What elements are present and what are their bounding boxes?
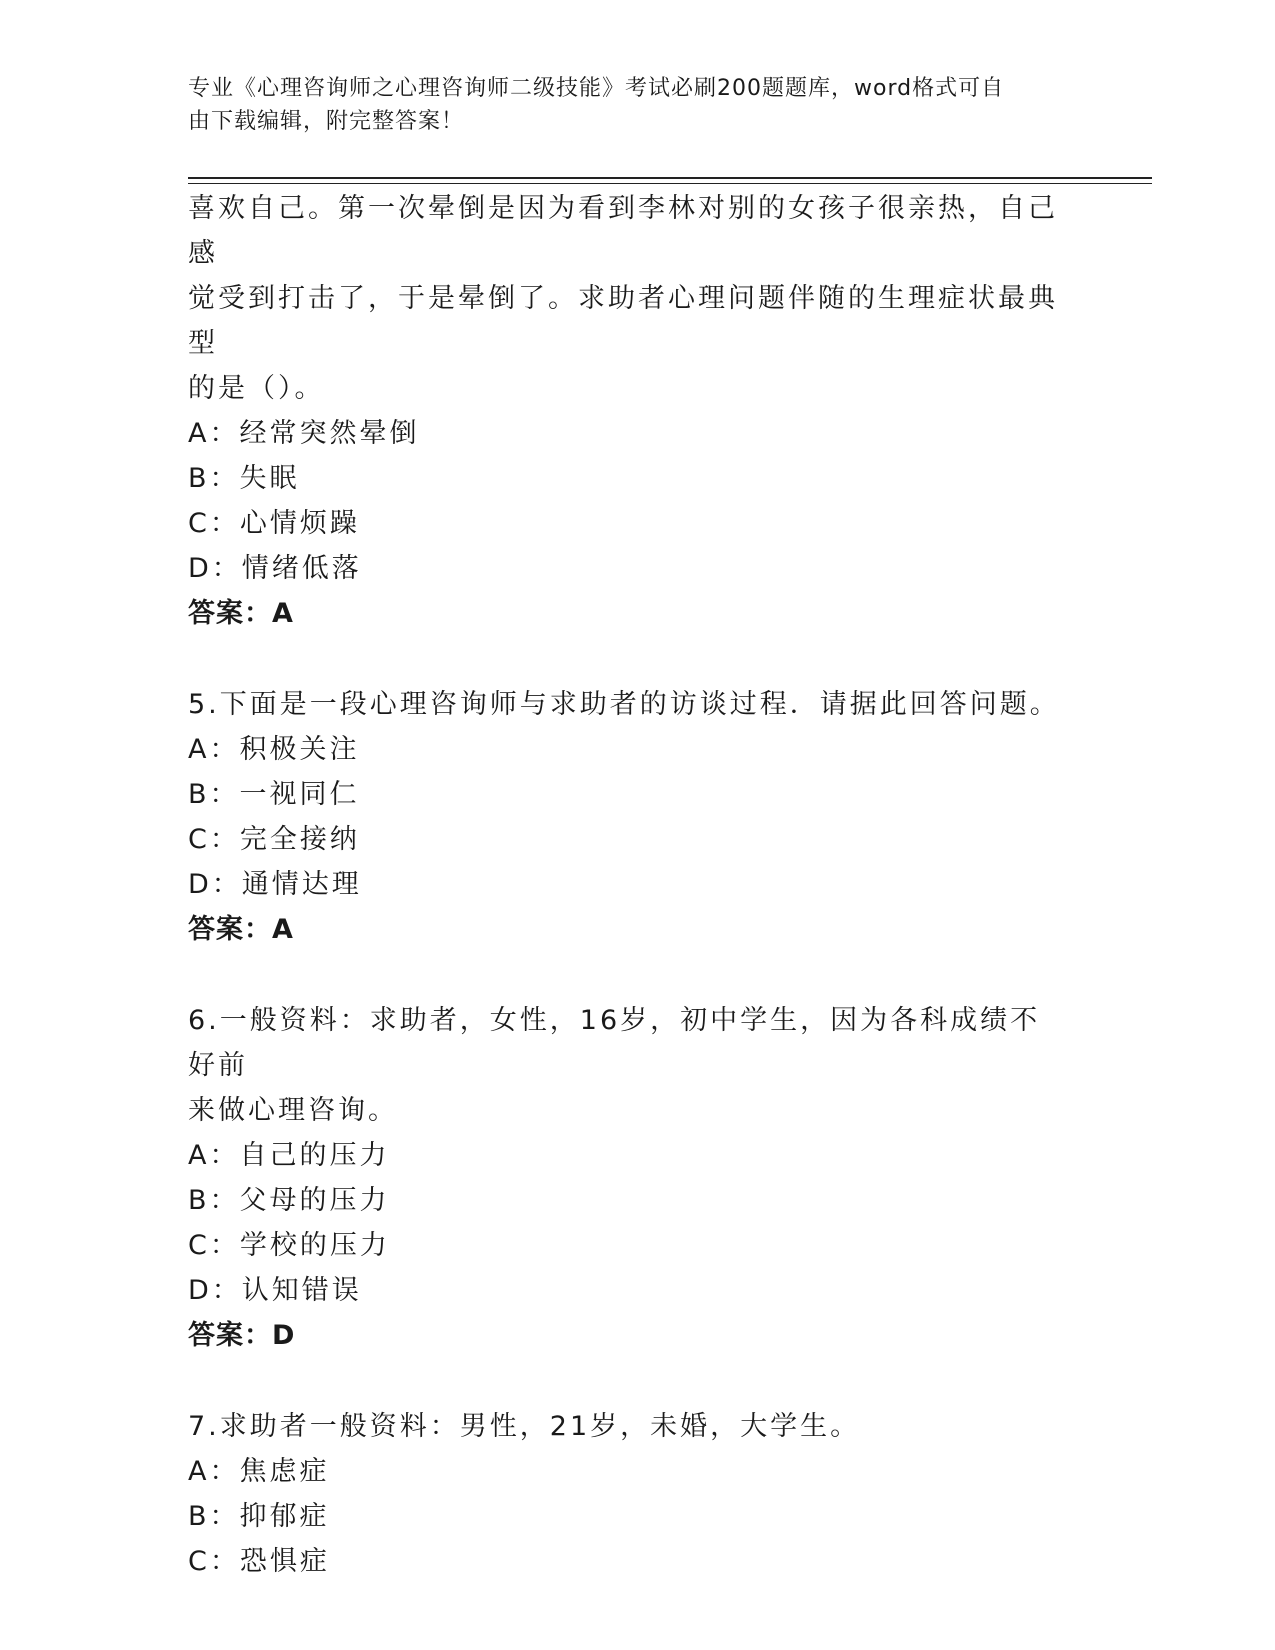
answer: 答案：A xyxy=(188,598,294,629)
document-header xyxy=(188,72,1068,138)
question-stem-line: 的是（）。 xyxy=(188,373,325,404)
option-b: B：父母的压力 xyxy=(188,1185,390,1216)
question-stem-line: 喜欢自己。第一次晕倒是因为看到李林对别的女孩子很亲热，自己感 xyxy=(188,193,1058,269)
header-line-1: 专业《心理咨询师之心理咨询师二级技能》考试必刷200题题库，word格式可自 xyxy=(188,76,1005,101)
question-stem-line: 6.一般资料：求助者，女性，16岁，初中学生，因为各科成绩不好前 xyxy=(188,1005,1041,1081)
question-5 xyxy=(188,682,1068,952)
question-stem-line: 7.求助者一般资料：男性，21岁，未婚，大学生。 xyxy=(188,1411,861,1442)
option-c: C：心情烦躁 xyxy=(188,508,360,539)
option-b: B：失眠 xyxy=(188,463,300,494)
option-c: C：恐惧症 xyxy=(188,1546,330,1577)
option-a: A：焦虑症 xyxy=(188,1456,330,1487)
question-6 xyxy=(188,998,1068,1358)
option-b: B：抑郁症 xyxy=(188,1501,330,1532)
option-b: B：一视同仁 xyxy=(188,779,360,810)
answer: 答案：D xyxy=(188,1320,296,1351)
header-rule-thin xyxy=(188,183,1152,184)
question-stem-line: 觉受到打击了，于是晕倒了。求助者心理问题伴随的生理症状最典型 xyxy=(188,283,1058,359)
header-rule-thick xyxy=(188,177,1152,179)
question-list xyxy=(188,186,1068,1584)
answer: 答案：A xyxy=(188,914,294,945)
option-a: A：自己的压力 xyxy=(188,1140,390,1171)
question-4 xyxy=(188,186,1068,636)
option-a: A：经常突然晕倒 xyxy=(188,418,420,449)
option-c: C：学校的压力 xyxy=(188,1230,390,1261)
option-d: D：情绪低落 xyxy=(188,553,362,584)
option-d: D：认知错误 xyxy=(188,1275,362,1306)
option-a: A：积极关注 xyxy=(188,734,360,765)
question-stem-line: 5.下面是一段心理咨询师与求助者的访谈过程．请据此回答问题。 xyxy=(188,689,1060,720)
header-line-2: 由下载编辑，附完整答案！ xyxy=(188,109,465,134)
question-7 xyxy=(188,1404,1068,1584)
question-stem-line: 来做心理咨询。 xyxy=(188,1095,398,1126)
option-d: D：通情达理 xyxy=(188,869,362,900)
option-c: C：完全接纳 xyxy=(188,824,360,855)
